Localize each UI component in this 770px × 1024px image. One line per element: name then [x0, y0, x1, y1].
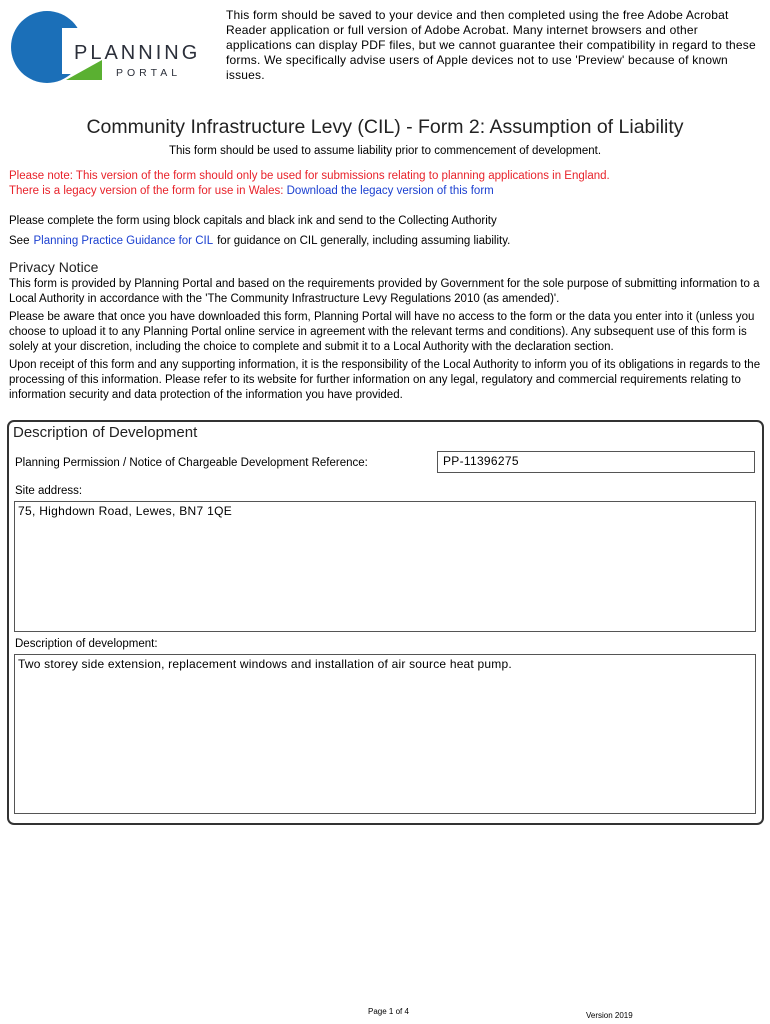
description-heading: Description of Development: [13, 424, 198, 441]
note-wales-text: There is a legacy version of the form for use in Wales:: [9, 185, 284, 197]
page-title: Community Infrastructure Levy (CIL) - Form 2: Assumption of Liability: [86, 116, 684, 138]
reference-field[interactable]: PP-11396275: [437, 451, 755, 473]
description-panel: [7, 420, 764, 825]
development-description-field[interactable]: Two storey side extension, replacement windows and installation of air source heat pump.: [14, 654, 756, 814]
privacy-paragraph-1: This form is provided by Planning Portal and based on the requirements provided by Government for the sole purpose of submitting information to a Local Authority in accordance with the 'The Community Infrastructure Levy Regulations 2010 (as amended)'.: [9, 278, 760, 305]
intro-text: This form should be saved to your device and then completed using the free Adobe Acrobat Reader application or full version of Adobe Acrobat. Many internet browsers and other applications can display PDF files, but we cannot guarantee their compatibility in regard to these forms. We specifically advise users of Apple devices not to use 'Preview' because of known issues.: [226, 8, 756, 82]
planning-portal-logo: [10, 10, 201, 90]
site-address-label: Site address:: [15, 485, 83, 497]
site-address-field[interactable]: 75, Highdown Road, Lewes, BN7 1QE: [14, 501, 756, 632]
privacy-heading: Privacy Notice: [9, 259, 99, 275]
complete-instruction: Please complete the form using block capitals and black ink and send to the Collecting Authority: [9, 215, 497, 227]
privacy-paragraph-2: Please be aware that once you have downloaded this form, Planning Portal will have no access to the form or the data you enter into it (unless you choose to upload it to any Planning Portal online service in agreement with the relevant terms and conditions). Any subsequent use of this form is solely at your discretion, including the choice to complete and submit it to a Local Authority with the declaration section.: [9, 311, 755, 353]
see-text: See: [9, 235, 30, 247]
guidance-suffix: for guidance on CIL generally, including assuming liability.: [217, 235, 511, 247]
reference-label: Planning Permission / Notice of Chargeable Development Reference:: [15, 457, 368, 469]
page-subtitle: This form should be used to assume liability prior to commencement of development.: [168, 145, 602, 157]
development-description-label: Description of development:: [15, 638, 158, 650]
form-version: Version 2019: [586, 1011, 633, 1020]
logo-text-portal: PORTAL: [116, 67, 182, 79]
page-number: Page 1 of 4: [368, 1007, 409, 1016]
legacy-note: [9, 169, 610, 199]
legacy-form-link[interactable]: Download the legacy version of this form: [286, 185, 494, 197]
logo-text-planning: PLANNING: [74, 42, 201, 64]
privacy-paragraph-3: Upon receipt of this form and any supporting information, it is the responsibility of the Local Authority to inform you of its obligations in regards to the processing of this information. Please refer to its website for further information on any legal, regulatory and commercial requirements relating to information security and data protection of the information you have provided.: [9, 359, 761, 401]
note-line-england: Please note: This version of the form should only be used for submissions relating to planning applications in England.: [9, 170, 610, 182]
guidance-link[interactable]: Planning Practice Guidance for CIL: [33, 235, 214, 247]
guidance-line: [9, 235, 510, 247]
note-line-wales: [9, 184, 610, 199]
